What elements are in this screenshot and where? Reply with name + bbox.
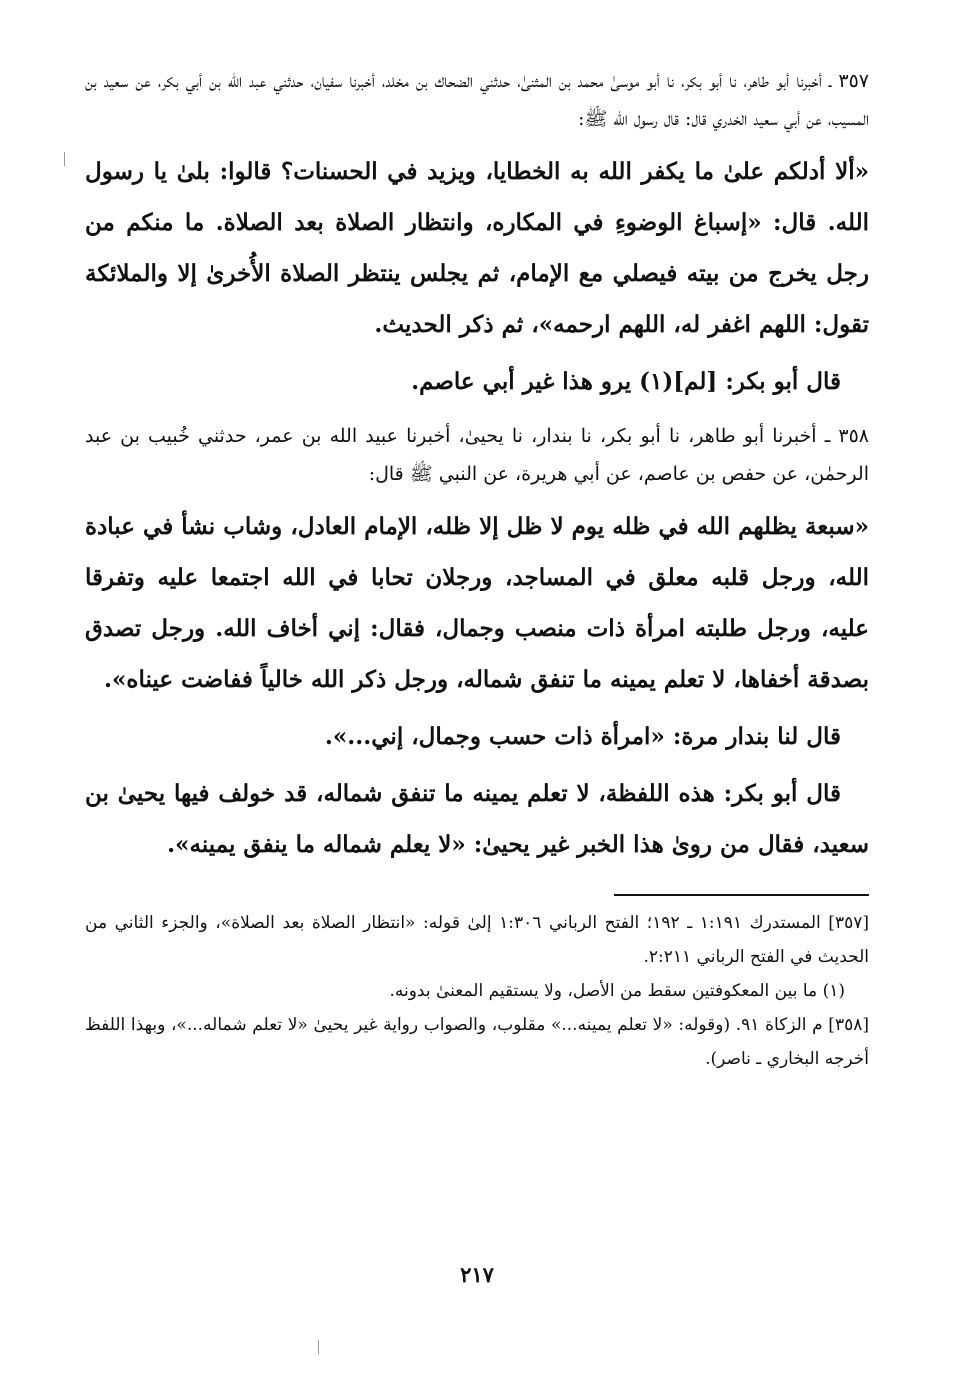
page-number: ٢١٧: [460, 1262, 494, 1287]
page-body: [85, 62, 869, 1318]
hadith-357-comment: قال أبو بكر: [لم](١) يرو هذا غير أبي عاصم.: [411, 368, 841, 395]
hadith-358-text: «سبعة يظلهم الله في ظله يوم لا ظل إلا ظله، الإمام العادل، وشاب نشأ في عبادة الله، ورجل قلبه معلق في المساجد، ورجلان تحابا في الله اجتمعا عليه وتفرقا عليه، ورجل طلبته امرأة ذات منصب وجمال، فقال: إني أخاف الله. ورجل تصدق بصدقة أخفاها، لا تعلم يمينه ما تنفق شماله، ورجل ذكر الله خالياً ففاضت عيناه».: [85, 513, 869, 693]
hadith-357-text: «ألا أدلكم علىٰ ما يكفر الله به الخطايا، ويزيد في الحسنات؟ قالوا: بلىٰ يا رسول الله. قال: «إسباغ الوضوءِ في المكاره، وانتظار الصلاة بعد الصلاة. ما منكم من رجل يخرج من بيته فيصلي مع الإمام، ثم يجلس ينتظر الصلاة الأُخرىٰ إلا والملائكة تقول: اللهم اغفر له، اللهم ارحمه»، ثم ذكر الحديث.: [85, 158, 869, 338]
hadith-358-chain: ٣٥٨ ـ أخبرنا أبو طاهر، نا أبو بكر، نا بندار، نا يحيىٰ، أخبرنا عبيد الله بن عمر، حدثني خُبيب بن عبد الرحمٰن، عن حفص بن عاصم، عن أبي هريرة، عن النبي ﷺ قال:: [85, 425, 869, 485]
footnote-1: (١) ما بين المعكوفتين سقط من الأصل، ولا يستقيم المعنىٰ بدونه.: [389, 981, 845, 1001]
scan-mark: [64, 152, 65, 166]
hadith-357-chain: ٣٥٧ ـ أخبرنا أبو طاهر، نا أبو بكر، نا أبو موسىٰ محمد بن المثنىٰ، حدثني الضحاك بن مخلد، أخبرنا سفيان، حدثني عبد الله بن أبي بكر، عن سعيد بن المسيب، عن أبي سعيد الخدري قال: قال رسول الله ﷺ:: [85, 70, 869, 130]
footnote-357: [٣٥٧] المستدرك ١:١٩١ ـ ١٩٢؛ الفتح الرباني ١:٣٠٦ إلىٰ قوله: «انتظار الصلاة بعد الصلاة»، والجزء الثاني من الحديث في الفتح الرباني ٢:٢١١.: [85, 913, 869, 967]
footnote-358: [٣٥٨] م الزكاة ٩١. (وقوله: «لا تعلم يمينه...» مقلوب، والصواب رواية غير يحيىٰ «لا تعلم شماله...»، وبهذا اللفظ أخرجه البخاري ـ ناصر).: [85, 1015, 869, 1069]
hadith-358-comment-2: قال أبو بكر: هذه اللفظة، لا تعلم يمينه ما تنفق شماله، قد خولف فيها يحيىٰ بن سعيد، فقال من روىٰ هذا الخبر غير يحيىٰ: «لا يعلم شماله ما ينفق يمينه».: [85, 780, 869, 858]
hadith-358-comment-1: قال لنا بندار مرة: «امرأة ذات حسب وجمال، إني...».: [324, 723, 841, 750]
footnote-separator: [614, 894, 869, 896]
scan-mark: [318, 1340, 319, 1354]
